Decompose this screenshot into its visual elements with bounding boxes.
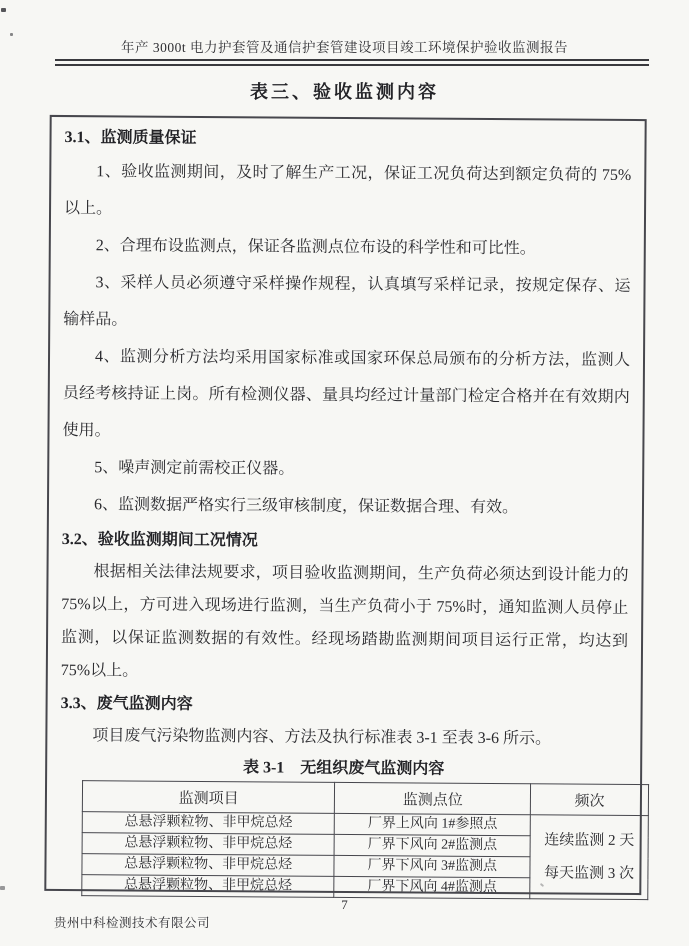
cell-item-2: 总悬浮颗粒物、非甲烷总烃	[82, 833, 335, 856]
paragraph-3-1-4: 4、监测分析方法均采用国家标准或国家环保总局颁布的分析方法，监测人员经考核持证上岗。所有检测仪器、量具均经过计量部门检定合格并在有效期内使用。	[62, 348, 631, 440]
scan-speck	[10, 33, 13, 36]
col-header-frequency: 频次	[531, 784, 649, 816]
content-box	[44, 115, 646, 895]
paragraph-3-1-1: 1、验收监测期间，及时了解生产工况，保证工况负荷达到额定负荷的 75%以上。	[64, 163, 632, 218]
col-header-location: 监测点位	[335, 782, 531, 814]
section-heading-3-1: 3.1、监测质量保证	[64, 129, 197, 147]
cell-item-4: 总悬浮颗粒物、非甲烷总烃	[82, 875, 335, 898]
page-title: 表三、验收监测内容	[250, 82, 439, 102]
page-number: 7	[341, 897, 348, 912]
section-heading-3-3: 3.3、废气监测内容	[60, 695, 193, 713]
report-header-title: 年产 3000t 电力护套管及通信护套管建设项目竣工环境保护验收监测报告	[121, 40, 568, 55]
paragraph-3-1-6: 6、监测数据严格实行三级审核制度，保证数据合理、有效。	[93, 496, 519, 517]
table-3-1-title: 表 3-1 无组织废气监测内容	[242, 759, 445, 778]
table-header-row	[82, 781, 648, 816]
frequency-line-2: 每天监测 3 次	[543, 864, 635, 882]
cell-location-4: 厂界下风向 4#监测点	[334, 876, 530, 898]
scan-speck	[0, 886, 5, 890]
cell-location-3: 厂界下风向 3#监测点	[334, 855, 530, 877]
footer-company: 贵州中科检测技术有限公司	[54, 916, 211, 930]
paragraph-3-1-3: 3、采样人员必须遵守采样操作规程，认真填写采样记录，按规定保存、运输样品。	[63, 274, 631, 329]
paragraph-3-1-5: 5、噪声测定前需校正仪器。	[94, 459, 295, 478]
cell-location-1: 厂界上风向 1#参照点	[335, 813, 531, 835]
cell-item-1: 总悬浮颗粒物、非甲烷总烃	[82, 812, 335, 835]
frequency-line-1: 连续监测 2 天	[544, 831, 635, 849]
col-header-item: 监测项目	[82, 781, 335, 814]
paragraph-3-3-1: 项目废气污染物监测内容、方法及执行标准表 3-1 至表 3-6 所示。	[92, 727, 552, 748]
header-double-rule	[55, 59, 649, 66]
paragraph-3-1-2: 2、合理布设监测点，保证各监测点位布设的科学性和可比性。	[95, 237, 536, 258]
cell-frequency-merged	[530, 815, 648, 900]
cell-location-2: 厂界下风向 2#监测点	[334, 834, 530, 856]
section-heading-3-2: 3.2、验收监测期间工况情况	[61, 531, 258, 550]
monitoring-table	[81, 780, 649, 900]
scan-speck	[1, 8, 6, 12]
cell-item-3: 总悬浮颗粒物、非甲烷总烃	[82, 854, 335, 877]
paragraph-3-2-1: 根据相关法律法规要求，项目验收监测期间，生产负荷必须达到设计能力的75%以上，方可进入现场进行监测，当生产负荷小于 75%时，通知监测人员停止监测，以保证监测数据的有效性。经现场踏勘监测期间项目运行正常，均达到 75%以上。	[60, 563, 629, 680]
